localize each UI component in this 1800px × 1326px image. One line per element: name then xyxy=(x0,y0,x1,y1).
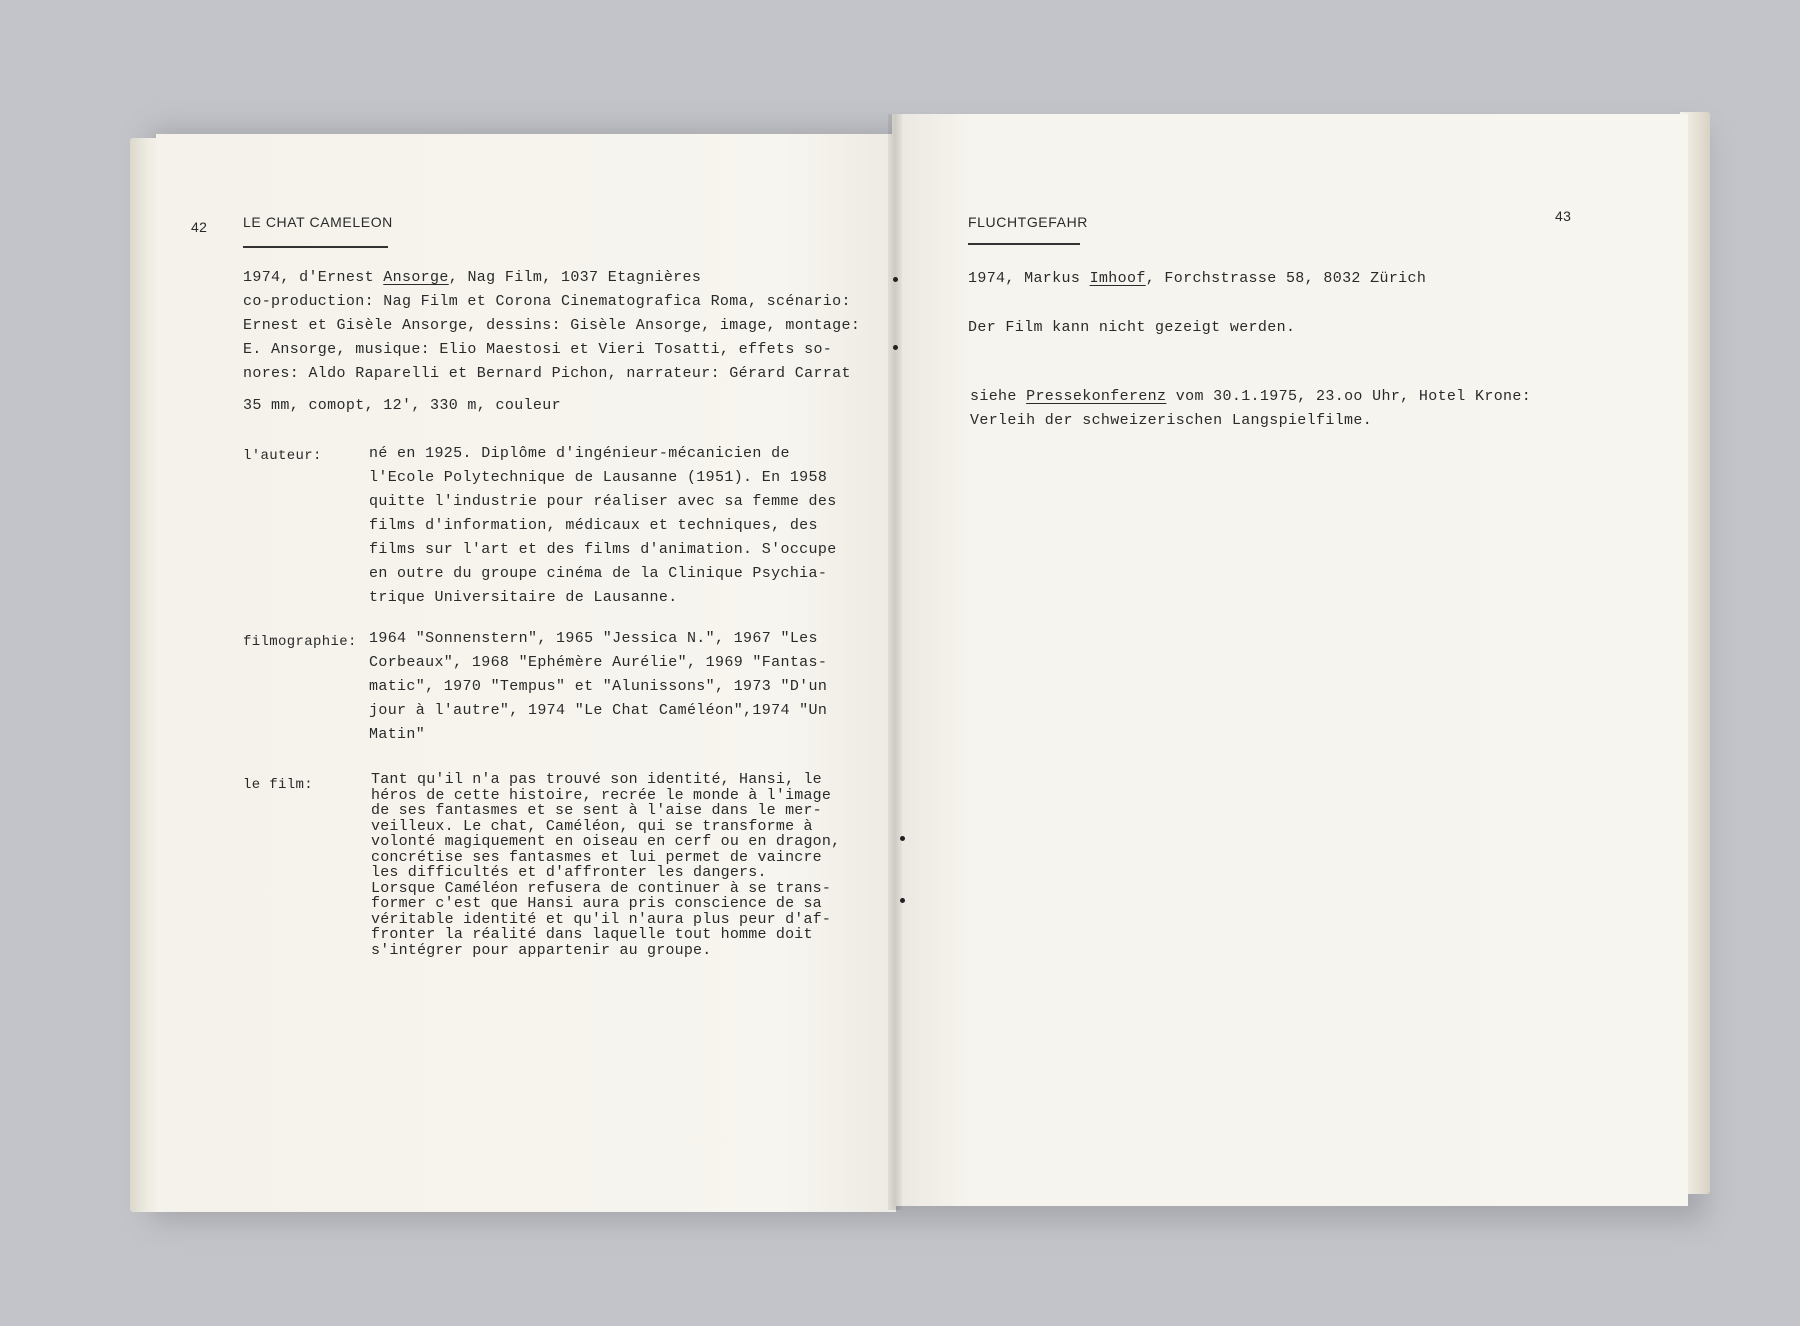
credits-line: co-production: Nag Film et Corona Cinematografica Roma, scénario: xyxy=(243,293,851,310)
page-title: FLUCHTGEFAHR xyxy=(968,214,1088,230)
film-line: Tant qu'il n'a pas trouvé son identité, Hansi, le xyxy=(371,771,822,788)
credits-text: 1974, d'Ernest xyxy=(243,269,384,286)
film-line: fronter la réalité dans laquelle tout homme doit xyxy=(371,926,813,943)
auteur-label: l'auteur: xyxy=(243,448,322,464)
director-name: Ansorge xyxy=(383,269,449,286)
film-line: de ses fantasmes et se sent à l'aise dans le mer- xyxy=(371,802,822,819)
film-label: le film: xyxy=(243,777,314,793)
filmographie-line: jour à l'autre", 1974 "Le Chat Caméléon",1974 "Un xyxy=(369,702,828,719)
auteur-line: trique Universitaire de Lausanne. xyxy=(369,589,678,606)
title-rule xyxy=(243,246,388,248)
auteur-line: né en 1925. Diplôme d'ingénieur-mécanicien de xyxy=(369,445,790,462)
binding-dot xyxy=(900,836,905,841)
credit-text-post: , Forchstrasse 58, 8032 Zürich xyxy=(1145,270,1427,287)
credits-line xyxy=(243,266,863,290)
filmographie-line: matic", 1970 "Tempus" et "Alunissons", 1973 "D'un xyxy=(369,678,828,695)
auteur-line: en outre du groupe cinéma de la Clinique Psychia- xyxy=(369,565,828,582)
binding-dot xyxy=(900,898,905,903)
credits-line: nores: Aldo Raparelli et Bernard Pichon, narrateur: Gérard Carrat xyxy=(243,365,851,382)
siehe-text: vom 30.1.1975, 23.oo Uhr, Hotel Krone: xyxy=(1166,388,1532,405)
press-conference-reference: Pressekonferenz xyxy=(1026,388,1167,405)
credits-text: , Nag Film, 1037 Etagnières xyxy=(448,269,702,286)
siehe-line: Verleih der schweizerischen Langspielfilme. xyxy=(970,412,1373,429)
film-line: les difficultés et d'affronter les dangers. xyxy=(371,864,767,881)
filmographie-line: Corbeaux", 1968 "Ephémère Aurélie", 1969 "Fantas- xyxy=(369,654,828,671)
auteur-line: quitte l'industrie pour réaliser avec sa femme des xyxy=(369,493,837,510)
credits-line: E. Ansorge, musique: Elio Maestosi et Vieri Tosatti, effets so- xyxy=(243,341,833,358)
film-line: Lorsque Caméléon refusera de continuer à se trans- xyxy=(371,879,832,897)
auteur-line: films sur l'art et des films d'animation. S'occupe xyxy=(369,541,837,558)
film-line: s'intégrer pour appartenir au groupe. xyxy=(371,941,712,959)
credit-line xyxy=(968,267,1608,291)
page-number: 43 xyxy=(1555,208,1572,224)
credit-text-pre: 1974, Markus xyxy=(968,270,1090,287)
credits-line: Ernest et Gisèle Ansorge, dessins: Gisèle Ansorge, image, montage: xyxy=(243,317,861,334)
title-rule xyxy=(968,243,1080,245)
film-text xyxy=(371,772,851,958)
film-line: concrétise ses fantasmes et lui permet de vaincre xyxy=(371,848,822,866)
filmographie-line: 1964 "Sonnenstern", 1965 "Jessica N.", 1967 "Les xyxy=(369,630,818,647)
film-line: héros de cette histoire, recrée le monde à l'image xyxy=(371,786,832,804)
binding-dot xyxy=(893,277,898,282)
auteur-line: l'Ecole Polytechnique de Lausanne (1951). En 1958 xyxy=(369,469,828,486)
page-number: 42 xyxy=(191,219,208,235)
siehe-text: siehe xyxy=(970,388,1027,405)
format-line: 35 mm, comopt, 12', 330 m, couleur xyxy=(243,397,561,414)
auteur-text xyxy=(369,442,849,610)
film-line: volonté magiquement en oiseau en cerf ou en dragon, xyxy=(371,833,841,850)
siehe-block xyxy=(970,385,1610,433)
film-line: former c'est que Hansi aura pris conscience de sa xyxy=(371,895,822,912)
film-line: veilleux. Le chat, Caméléon, qui se transforme à xyxy=(371,817,813,835)
notice-text: Der Film kann nicht gezeigt werden. xyxy=(968,319,1296,336)
auteur-line: films d'information, médicaux et techniques, des xyxy=(369,517,818,534)
film-line: véritable identité et qu'il n'aura plus peur d'af- xyxy=(371,910,832,928)
filmographie-line: Matin" xyxy=(369,726,426,743)
page-title: LE CHAT CAMELEON xyxy=(243,214,393,230)
siehe-line xyxy=(970,385,1610,409)
filmographie-text xyxy=(369,627,849,747)
filmographie-label: filmographie: xyxy=(243,634,357,650)
credit-text xyxy=(968,267,1608,291)
director-name: Imhoof xyxy=(1089,270,1146,287)
credits-block xyxy=(243,266,863,386)
binding-dot xyxy=(893,345,898,350)
